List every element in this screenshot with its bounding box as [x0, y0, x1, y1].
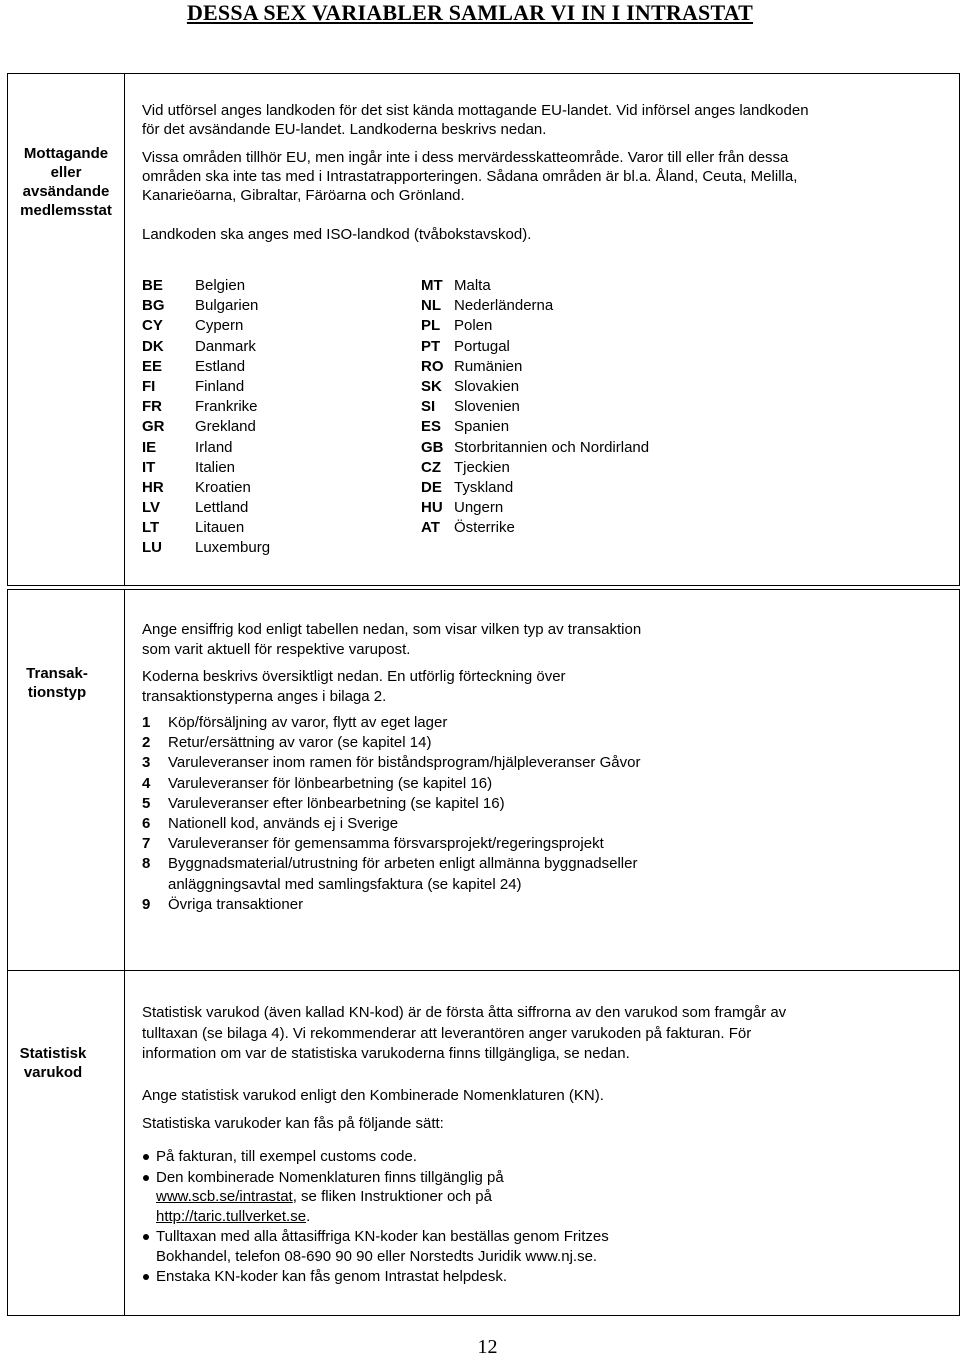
country-row: [421, 276, 649, 296]
transaction-code-text: Varuleveranser för lönbearbetning (se kapitel 16): [168, 774, 493, 792]
country-name: Cypern: [195, 317, 244, 335]
country-name: Slovakien: [454, 377, 520, 395]
country-row: [421, 458, 649, 478]
country-row: [421, 438, 649, 458]
country-name: Lettland: [195, 499, 249, 517]
country-code: CY: [142, 317, 163, 335]
country-row: [421, 498, 649, 518]
country-code: FR: [142, 398, 162, 416]
country-code: BE: [142, 277, 163, 294]
transaction-paragraph-1: Ange ensiffrig kod enligt tabellen nedan, som visar vilken typ av transaktion som varit aktuell för respektive varupost.: [142, 621, 642, 658]
country-name: Storbritannien och Nordirland: [454, 438, 650, 456]
transaction-code-number: 8: [142, 855, 151, 873]
country-row: [142, 538, 270, 558]
country-row: [142, 316, 270, 336]
transaction-code-item: [142, 834, 662, 854]
country-code: BG: [142, 297, 165, 315]
country-row: [142, 357, 270, 377]
bullet-item: Enstaka KN-koder kan fås genom Intrastat helpdesk.: [142, 1267, 682, 1287]
country-name: Litauen: [195, 519, 245, 537]
commodity-paragraph-3: Statistiska varukoder kan fås på följande sätt:: [142, 1115, 444, 1132]
transaction-code-number: 9: [142, 895, 151, 913]
country-code: GR: [142, 418, 165, 436]
country-row: [421, 478, 649, 498]
transaction-paragraph-2: Koderna beskrivs översiktligt nedan. En utförlig förteckning över transaktionstyperna anges i bilaga 2.: [142, 668, 566, 705]
country-code: HU: [421, 499, 443, 517]
country-code: IT: [142, 458, 156, 476]
transaction-code-text: Köp/försäljning av varor, flytt av eget lager: [168, 714, 448, 731]
country-code: LT: [142, 519, 160, 537]
transaction-code-number: 5: [142, 794, 151, 812]
country-code: HR: [142, 478, 164, 496]
country-name: Nederländerna: [454, 297, 554, 315]
country-row: [142, 478, 270, 498]
country-code: AT: [421, 519, 440, 537]
transaction-code-item: [142, 774, 662, 794]
bullet-item: Tulltaxan med alla åttasiffriga KN-koder kan beställas genom Fritzes Bokhandel, telefon 08-690 90 90 eller Norstedts Juridik www.nj.se.: [142, 1227, 682, 1266]
country-code: GB: [421, 438, 444, 456]
commodity-divider: [124, 970, 125, 1316]
country-row: [142, 337, 270, 357]
commodity-label: Statistisk varukod: [19, 1045, 87, 1081]
country-code: FI: [142, 377, 156, 395]
country-row: [421, 377, 649, 397]
country-row: [421, 296, 649, 316]
country-name: Slovenien: [454, 398, 520, 416]
country-name: Frankrike: [195, 398, 258, 416]
country-code: SK: [421, 377, 442, 395]
country-code: SI: [421, 398, 436, 416]
country-paragraph-1: Vid utförsel anges landkoden för det sist kända mottagande EU-landet. Vid införsel anges landkoden för det avsändande EU-landet. Landkoderna beskrivs nedan.: [142, 102, 809, 138]
transaction-code-text: Byggnadsmaterial/utrustning för arbeten enligt allmänna byggnadseller anläggningsavtal med samlingsfaktura (se kapitel 24): [168, 855, 638, 893]
country-row: [142, 498, 270, 518]
country-code: DK: [142, 337, 164, 355]
country-row: [142, 417, 270, 437]
country-code: PL: [421, 317, 441, 335]
country-paragraph-2: Vissa områden tillhör EU, men ingår inte i dess mervärdesskatteområde. Varor till eller från dessa områden ska inte tas med i Intrastatrapporteringen. Sådana områden är bl.a. Åland, Ceuta, Melilla, Kanarieöarna, Gibraltar, Färöarna och Grönland.: [142, 149, 798, 204]
country-row: [142, 438, 270, 458]
taric-link[interactable]: http://taric.tullverket.se: [156, 1207, 307, 1225]
transaction-code-number: 3: [142, 754, 151, 772]
country-code: CZ: [421, 458, 441, 476]
transaction-code-text: Övriga transaktioner: [168, 895, 304, 913]
commodity-text: [142, 1003, 807, 1135]
scb-link[interactable]: www.scb.se/intrastat: [156, 1188, 293, 1205]
transaction-code-item: [142, 713, 662, 733]
transaction-code-number: 4: [142, 774, 151, 792]
country-code: ES: [421, 418, 442, 436]
transaction-code-number: 2: [142, 734, 151, 752]
bullet-item: På fakturan, till exempel customs code.: [142, 1147, 682, 1167]
transaction-code-item: [142, 753, 662, 773]
country-paragraph-3: Landkoden ska anges med ISO-landkod (tvåbokstavskod).: [142, 226, 532, 243]
country-row: [142, 276, 270, 296]
transaction-code-text: Varuleveranser inom ramen för biståndsprogram/hjälpleveranser Gåvor: [168, 754, 641, 772]
transaction-code-text: Varuleveranser för gemensamma försvarsprojekt/regeringsprojekt: [168, 835, 604, 853]
transaction-code-text: Retur/ersättning av varor (se kapitel 14): [168, 734, 432, 752]
country-code: LV: [142, 499, 161, 517]
transaction-code-item: [142, 814, 662, 834]
commodity-paragraph-1: Statistisk varukod (även kallad KN-kod) är de första åtta siffrorna av den varukod som framgår av tulltaxan (se bilaga 4). Vi rekommenderar att leverantören anger varukoden på fakturan. För information om var de statistiska varukoderna finns tillgängliga, se nedan.: [142, 1004, 787, 1062]
page-number: 12: [477, 1336, 498, 1358]
country-code: LU: [142, 539, 162, 557]
transaction-code-text: Varuleveranser efter lönbearbetning (se kapitel 16): [168, 794, 505, 812]
transaction-code-item: [142, 733, 662, 753]
country-row: [142, 377, 270, 397]
country-label: Mottagande eller avsändande medlemsstat: [20, 145, 112, 219]
transaction-code-item: [142, 895, 662, 915]
country-row: [142, 458, 270, 478]
country-row: [421, 337, 649, 357]
country-code: NL: [421, 297, 441, 315]
country-divider: [124, 73, 125, 586]
transaction-code-item: [142, 794, 662, 814]
country-name: Estland: [195, 357, 246, 375]
transaction-text: [142, 620, 652, 707]
commodity-paragraph-2: Ange statistisk varukod enligt den Kombinerade Nomenklaturen (KN).: [142, 1086, 604, 1104]
country-name: Spanien: [454, 418, 510, 436]
country-name: Österrike: [454, 519, 515, 537]
country-name: Ungern: [454, 499, 504, 517]
country-code-list-left: [142, 276, 270, 559]
country-row: [142, 296, 270, 316]
country-name: Portugal: [454, 337, 510, 355]
transaction-code-number: 7: [142, 835, 151, 853]
country-code: RO: [421, 357, 444, 375]
country-name: Tyskland: [454, 478, 514, 496]
commodity-bullet-list: [142, 1147, 682, 1288]
country-name: Bulgarien: [195, 297, 259, 315]
country-name: Belgien: [195, 277, 246, 294]
transaction-divider: [124, 589, 125, 971]
transaction-label: Transak-tionstyp: [26, 665, 88, 701]
country-name: Finland: [195, 377, 245, 395]
transaction-code-list: [142, 713, 662, 915]
transaction-code-text: Nationell kod, används ej i Sverige: [168, 815, 399, 833]
country-name: Tjeckien: [454, 458, 510, 476]
country-code: EE: [142, 357, 163, 375]
country-row: [142, 397, 270, 417]
country-code: PT: [421, 337, 441, 355]
transaction-code-item: [142, 854, 662, 894]
country-name: Malta: [454, 277, 491, 294]
country-code-list-right: [421, 276, 649, 538]
country-name: Grekland: [195, 418, 256, 436]
country-row: [421, 357, 649, 377]
transaction-code-number: 6: [142, 815, 151, 833]
country-text: [142, 101, 812, 244]
country-name: Kroatien: [195, 478, 251, 496]
country-row: [421, 417, 649, 437]
country-row: [421, 316, 649, 336]
country-row: [421, 397, 649, 417]
country-code: DE: [421, 478, 442, 496]
country-name: Rumänien: [454, 357, 523, 375]
transaction-code-number: 1: [142, 714, 151, 731]
bullet-item: Den kombinerade Nomenklaturen finns tillgänglig på www.scb.se/intrastat, se fliken Instruktioner och på http://taric.tullverket.se.: [142, 1168, 682, 1227]
page-title: DESSA SEX VARIABLER SAMLAR VI IN I INTRASTAT: [186, 0, 754, 25]
country-name: Polen: [454, 317, 493, 335]
country-name: Italien: [195, 458, 236, 476]
country-row: [142, 518, 270, 538]
country-code: IE: [142, 438, 157, 456]
country-name: Irland: [195, 438, 233, 456]
country-row: [421, 518, 649, 538]
country-name: Danmark: [195, 337, 256, 355]
country-code: MT: [421, 277, 443, 294]
country-name: Luxemburg: [195, 539, 271, 557]
